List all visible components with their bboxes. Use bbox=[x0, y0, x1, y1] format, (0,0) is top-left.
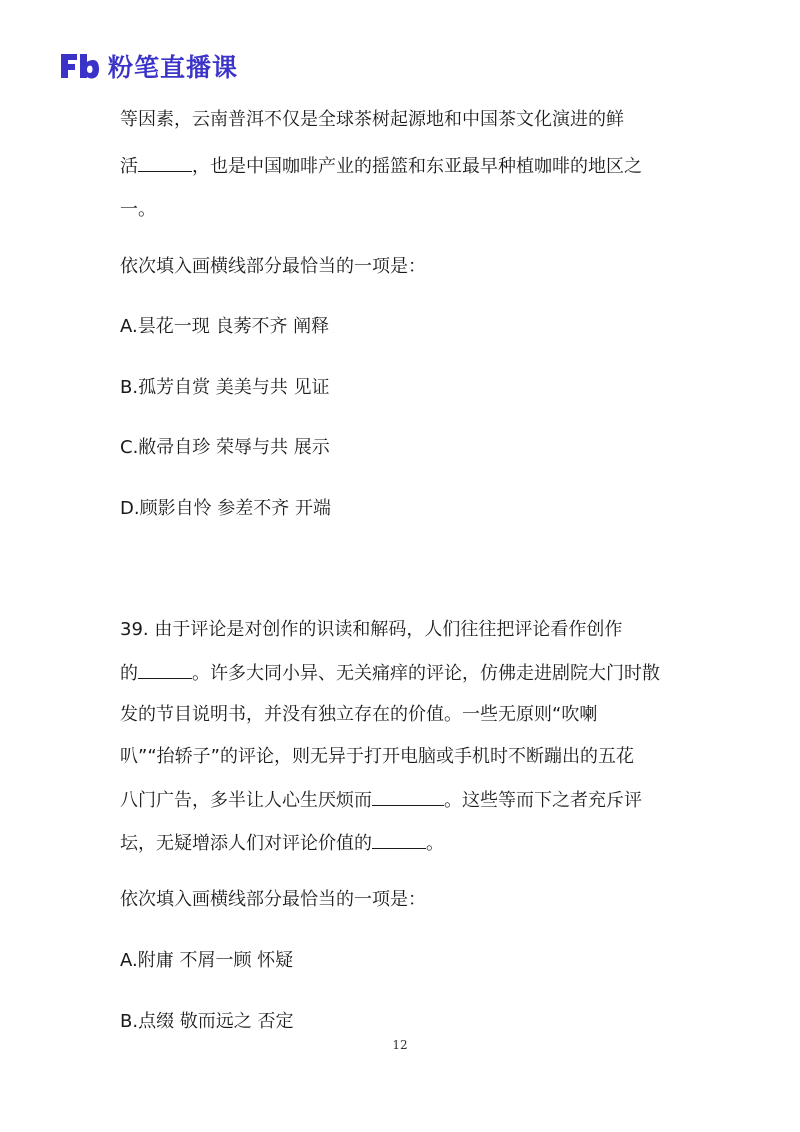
q39-prompt: 依次填入画横线部分最恰当的一项是： bbox=[120, 889, 426, 910]
q38-option-d: D.顾影自怜 参差不齐 开端 bbox=[120, 498, 332, 519]
q38-line-2-start: 活 bbox=[120, 156, 138, 177]
brand-logo bbox=[58, 50, 238, 82]
q39-line-2 bbox=[120, 660, 660, 686]
q39-option-a: A.附庸 不屑一顾 怀疑 bbox=[120, 950, 294, 971]
q38-line-1: 等因素，云南普洱不仅是全球茶树起源地和中国茶文化演进的鲜 bbox=[120, 109, 624, 130]
q38-line-2-end: ，也是中国咖啡产业的摇篮和东亚最早种植咖啡的地区之 bbox=[192, 156, 642, 177]
q38-option-c: C.敝帚自珍 荣辱与共 展示 bbox=[120, 437, 330, 458]
q39-line-2-end: 。许多大同小异、无关痛痒的评论，仿佛走进剧院大门时散 bbox=[192, 663, 660, 684]
q39-line-6 bbox=[120, 830, 444, 856]
fb-logo-icon bbox=[58, 50, 100, 82]
fill-blank bbox=[138, 660, 192, 679]
q39-line-5-start: 八门广告，多半让人心生厌烦而 bbox=[120, 790, 372, 811]
fill-blank bbox=[138, 153, 192, 172]
q39-line-6-start: 坛，无疑增添人们对评论价值的 bbox=[120, 833, 372, 854]
q39-line-5-end: 。这些等而下之者充斥评 bbox=[444, 790, 642, 811]
q39-line-1: 39. 由于评论是对创作的识读和解码，人们往往把评论看作创作 bbox=[120, 619, 623, 640]
q38-prompt: 依次填入画横线部分最恰当的一项是： bbox=[120, 256, 426, 277]
q38-option-b: B.孤芳自赏 美美与共 见证 bbox=[120, 377, 330, 398]
fill-blank bbox=[372, 787, 444, 806]
q38-line-2 bbox=[120, 153, 642, 179]
q39-line-4: 叭”“抬轿子”的评论，则无异于打开电脑或手机时不断蹦出的五花 bbox=[120, 746, 634, 767]
q39-option-b: B.点缀 敬而远之 否定 bbox=[120, 1011, 294, 1032]
page-number: 12 bbox=[392, 1038, 408, 1052]
q39-line-3: 发的节目说明书，并没有独立存在的价值。一些无原则“吹喇 bbox=[120, 704, 598, 725]
brand-name: 粉笔直播课 bbox=[108, 53, 239, 82]
q39-line-2-start: 的 bbox=[120, 663, 138, 684]
q39-line-6-end: 。 bbox=[426, 833, 444, 854]
q38-line-3: 一。 bbox=[120, 199, 156, 220]
q38-option-a: A.昙花一现 良莠不齐 阐释 bbox=[120, 316, 330, 337]
q39-line-5 bbox=[120, 787, 642, 813]
fill-blank bbox=[372, 830, 426, 849]
